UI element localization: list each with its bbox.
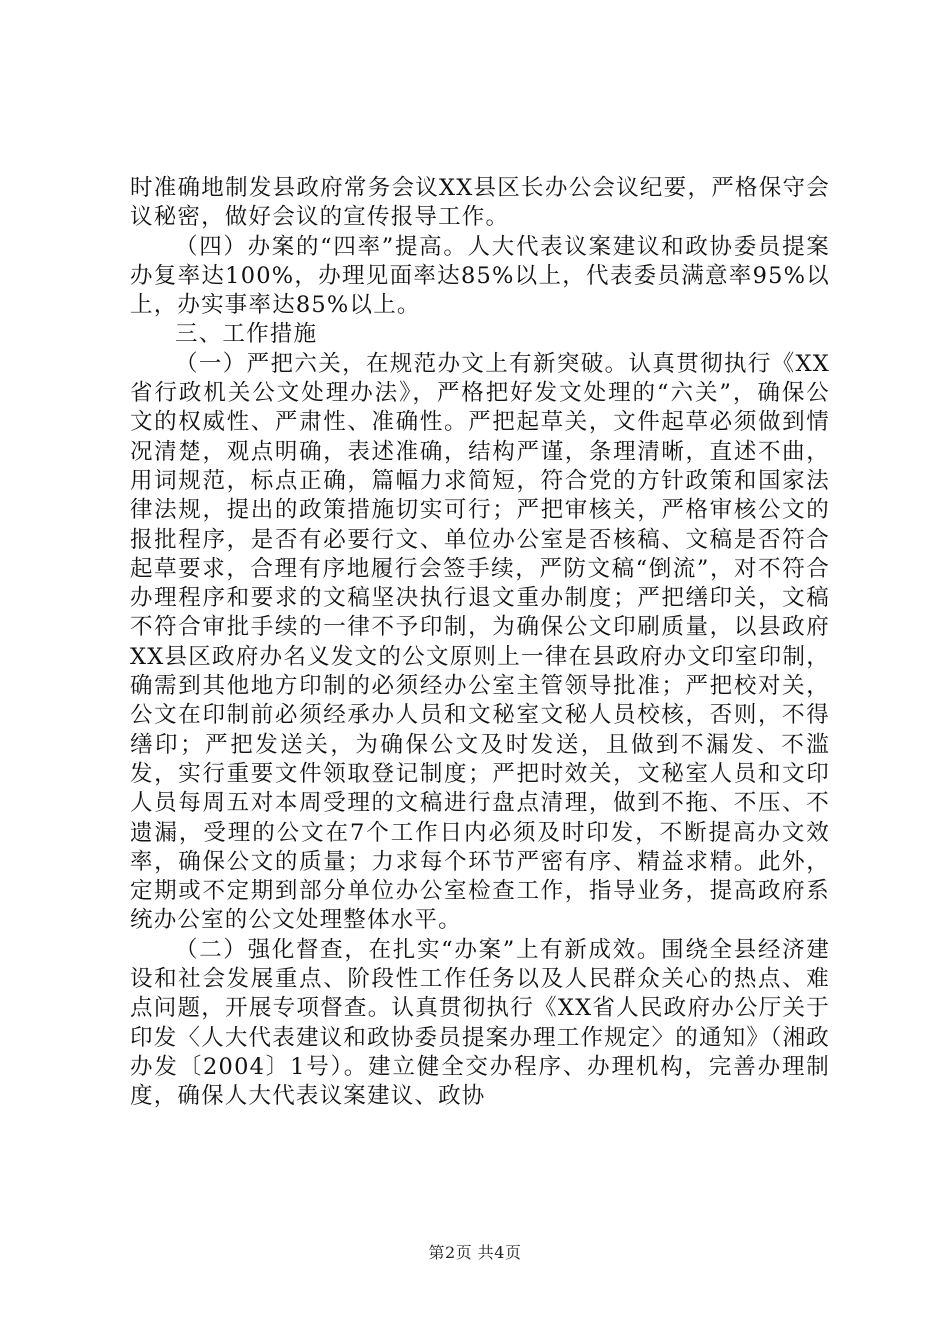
paragraph-four-rates: （四）办案的“四率”提高。人大代表议案建议和政协委员提案办复率达100%，办理见面率达85%以上，代表委员满意率95%以上，办实事率达85%以上。 [130, 233, 830, 319]
paragraph-supervision: （二）强化督查，在扎实“办案”上有新成效。围绕全县经济建设和社会发展重点、阶段性工作任务以及人民群众关心的热点、难点问题，开展专项督查。认真贯彻执行《XX省人民政府办公厅关于印发〈人大代表建议和政协委员提案办理工作规定〉的通知》（湘政办发〔2004〕1号）。建立健全交办程序、办理机构，完善办理制度，确保人大代表议案建议、政协 [130, 936, 830, 1110]
paragraph-six-checks: （一）严把六关，在规范办文上有新突破。认真贯彻执行《XX省行政机关公文处理办法》，严格把好发文处理的“六关”，确保公文的权威性、严肃性、准确性。严把起草关，文件起草必须做到情况清楚，观点明确，表述准确，结构严谨，条理清晰，直述不曲，用词规范，标点正确，篇幅力求简短，符合党的方针政策和国家法律法规，提出的政策措施切实可行；严把审核关，严格审核公文的报批程序，是否有必要行文、单位办公室是否核稿、文稿是否符合起草要求，合理有序地履行会签手续，严防文稿“倒流”，对不符合办理程序和要求的文稿坚决执行退文重办制度；严把缮印关，文稿不符合审批手续的一律不予印制，为确保公文印刷质量，以县政府XX县区政府办名义发文的公文原则上一律在县政府办文印室印制，确需到其他地方印制的必须经办公室主管领导批准；严把校对关，公文在印制前必须经承办人员和文秘室文秘人员校核，否则，不得缮印；严把发送关，为确保公文及时发送，且做到不漏发、不滥发，实行重要文件领取登记制度；严把时效关，文秘室人员和文印人员每周五对本周受理的文稿进行盘点清理，做到不拖、不压、不遗漏，受理的公文在7个工作日内必须及时印发，不断提高办文效率，确保公文的质量；力求每个环节严密有序、精益求精。此外，定期或不定期到部分单位办公室检查工作，指导业务，提高政府系统办公室的公文处理整体水平。 [130, 350, 830, 934]
section-heading-work-measures: 三、工作措施 [175, 321, 318, 348]
page-number-footer: 第2页 共4页 [428, 1243, 522, 1262]
document-body [130, 174, 830, 1112]
paragraph-continuation: 时准确地制发县政府常务会议XX县区长办公会议纪要，严格保守会议秘密，做好会议的宣传报导工作。 [130, 175, 830, 231]
